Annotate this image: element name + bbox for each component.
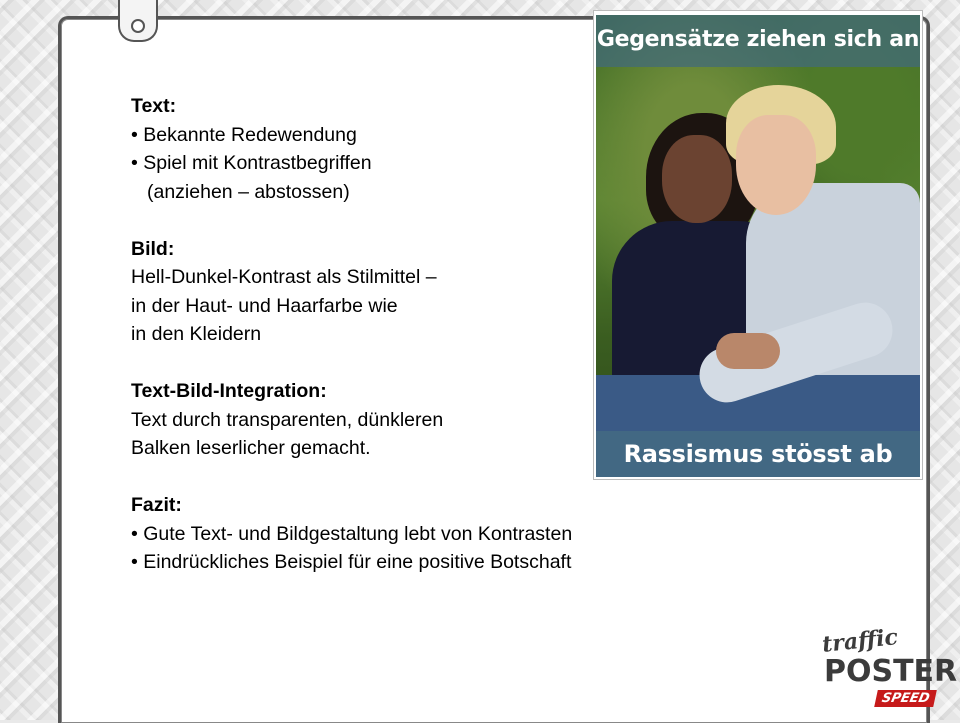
text-line: Text durch transparenten, dünkleren <box>131 408 444 431</box>
bullet-line: • Spiel mit Kontrastbegriffen <box>131 152 372 174</box>
bullet-line: • Gute Text- und Bildgestaltung lebt von Kontrasten <box>131 522 573 545</box>
poster-photo <box>596 15 920 477</box>
section-heading: Text-Bild-Integration: <box>131 380 327 402</box>
woman-face <box>662 135 732 223</box>
text-line: in der Haut- und Haarfarbe wie <box>131 294 398 317</box>
text-line: Hell-Dunkel-Kontrast als Stilmittel – <box>131 266 437 288</box>
traffic-poster-logo <box>820 624 958 714</box>
logo-speed-badge: SPEED <box>874 690 937 707</box>
bullet-line: • Eindrückliches Beispiel für eine positive Botschaft <box>131 551 572 573</box>
bullet-line: • Bekannte Redewendung <box>131 123 357 146</box>
section-heading: Text: <box>131 95 177 117</box>
bullet-continuation: (anziehen – abstossen) <box>147 180 350 203</box>
logo-poster-text: POSTER <box>824 654 958 689</box>
man-face <box>736 115 816 215</box>
section-fazit <box>131 491 691 577</box>
clasped-hands <box>716 333 780 369</box>
logo-traffic-text: traffic <box>820 624 900 658</box>
text-line: Balken leserlicher gemacht. <box>131 437 371 459</box>
poster-tagline: Rassismus stösst ab <box>623 440 893 468</box>
text-line: in den Kleidern <box>131 323 262 345</box>
board-clip <box>118 0 158 42</box>
section-heading: Bild: <box>131 237 175 260</box>
section-heading: Fazit: <box>131 494 182 516</box>
poster-title: Gegensätze ziehen sich an <box>596 27 920 52</box>
campaign-poster <box>593 10 923 480</box>
